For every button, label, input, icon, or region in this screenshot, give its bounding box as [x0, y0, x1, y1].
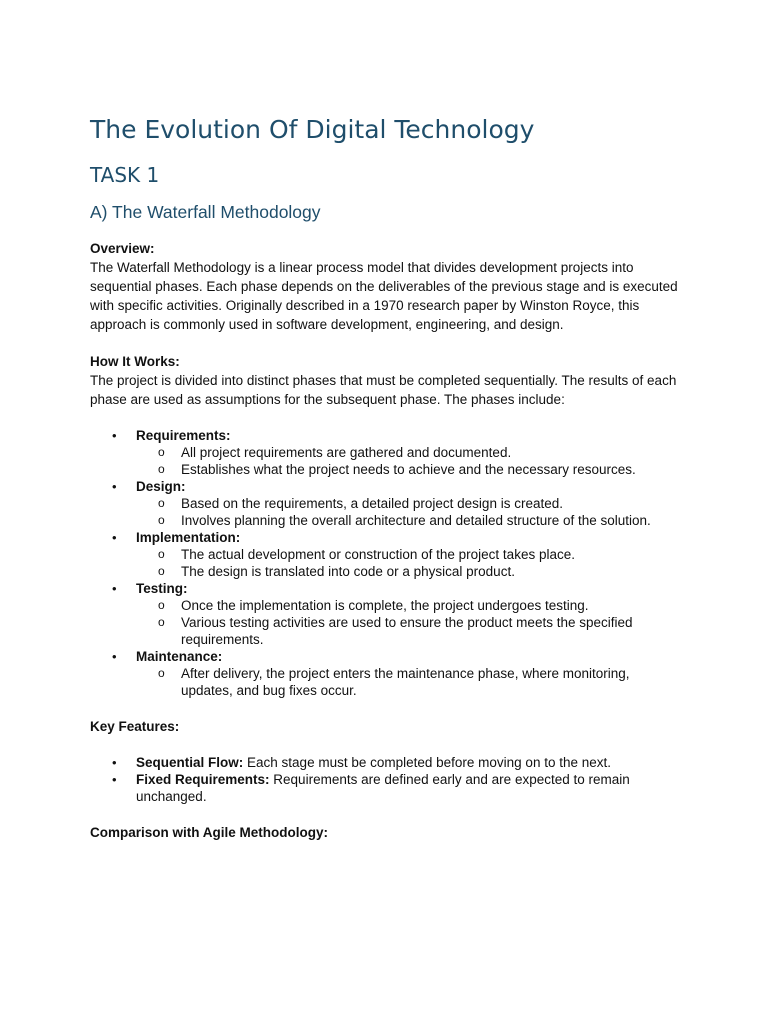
phase-name: Requirements: — [136, 428, 231, 443]
phase-detail-text: The design is translated into code or a physical product. — [181, 564, 515, 579]
phase-detail-text: Involves planning the overall architecture and detailed structure of the solution. — [181, 513, 651, 528]
sub-bullet-icon: o — [158, 496, 165, 510]
phase-name: Implementation: — [136, 530, 241, 545]
feature-desc: Each stage must be completed before moving on to the next. — [247, 755, 611, 770]
phase-item — [90, 580, 680, 648]
sub-bullet-icon: o — [158, 462, 165, 476]
phase-detail-text: The actual development or construction of the project takes place. — [181, 547, 575, 562]
phase-detail-item — [136, 512, 680, 529]
comparison-label: Comparison with Agile Methodology: — [90, 825, 328, 840]
phase-detail-item — [136, 495, 680, 512]
feature-term: Sequential Flow: — [136, 755, 244, 770]
sub-bullet-icon: o — [158, 564, 165, 578]
bullet-icon: • — [112, 649, 117, 664]
sub-bullet-icon: o — [158, 666, 165, 680]
phase-item — [90, 648, 680, 699]
document-title: The Evolution Of Digital Technology — [90, 115, 535, 144]
feature-item — [90, 771, 680, 805]
phase-detail-text: All project requirements are gathered and documented. — [181, 445, 512, 460]
phase-detail-item — [136, 546, 680, 563]
phase-name: Design: — [136, 479, 186, 494]
overview-label: Overview: — [90, 241, 155, 256]
bullet-icon: • — [112, 479, 117, 494]
bullet-icon: • — [112, 428, 117, 443]
key-features-list — [90, 754, 680, 805]
bullet-icon: • — [112, 530, 117, 545]
sub-bullet-icon: o — [158, 513, 165, 527]
phase-detail-text: Establishes what the project needs to achieve and the necessary resources. — [181, 462, 636, 477]
phase-detail-text: After delivery, the project enters the maintenance phase, where monitoring, updates, and bug fixes occur. — [181, 666, 630, 698]
phase-details — [136, 495, 680, 529]
phase-detail-item — [136, 461, 680, 478]
feature-term: Fixed Requirements: — [136, 772, 270, 787]
document-page — [90, 112, 680, 842]
sub-bullet-icon: o — [158, 445, 165, 459]
bullet-icon: • — [112, 755, 117, 770]
phase-item — [90, 529, 680, 580]
sub-bullet-icon: o — [158, 615, 165, 629]
phase-detail-text: Once the implementation is complete, the project undergoes testing. — [181, 598, 589, 613]
phase-detail-item — [136, 563, 680, 580]
feature-desc: Requirements are defined early and are expected to remain unchanged. — [136, 772, 630, 804]
phase-details — [136, 597, 680, 648]
phases-list — [90, 427, 680, 699]
overview-text: The Waterfall Methodology is a linear process model that divides development projects into sequential phases. Each phase depends on the deliverables of the previous stage and is executed with specific activities. Originally described in a 1970 research paper by Winston Royce, this approach is commonly used in software development, engineering, and design. — [90, 260, 678, 332]
feature-item — [90, 754, 680, 771]
phase-detail-text: Based on the requirements, a detailed project design is created. — [181, 496, 563, 511]
bullet-icon: • — [112, 581, 117, 596]
task-heading: TASK 1 — [90, 163, 160, 187]
phase-detail-text: Various testing activities are used to ensure the product meets the specified requirements. — [181, 615, 633, 647]
phase-item — [90, 478, 680, 529]
how-it-works-label: How It Works: — [90, 354, 180, 369]
how-it-works-text: The project is divided into distinct phases that must be completed sequentially. The results of each phase are used as assumptions for the subsequent phase. The phases include: — [90, 373, 677, 407]
phase-details — [136, 665, 680, 699]
phase-details — [136, 546, 680, 580]
bullet-icon: • — [112, 772, 117, 787]
sub-bullet-icon: o — [158, 547, 165, 561]
phase-detail-item — [136, 444, 680, 461]
phase-item — [90, 427, 680, 478]
phase-detail-item — [136, 597, 680, 614]
sub-bullet-icon: o — [158, 598, 165, 612]
key-features-label: Key Features: — [90, 719, 180, 734]
phase-detail-item — [136, 665, 680, 699]
phase-name: Maintenance: — [136, 649, 223, 664]
section-heading: A) The Waterfall Methodology — [90, 202, 321, 222]
phase-detail-item — [136, 614, 680, 648]
phase-details — [136, 444, 680, 478]
phase-name: Testing: — [136, 581, 188, 596]
